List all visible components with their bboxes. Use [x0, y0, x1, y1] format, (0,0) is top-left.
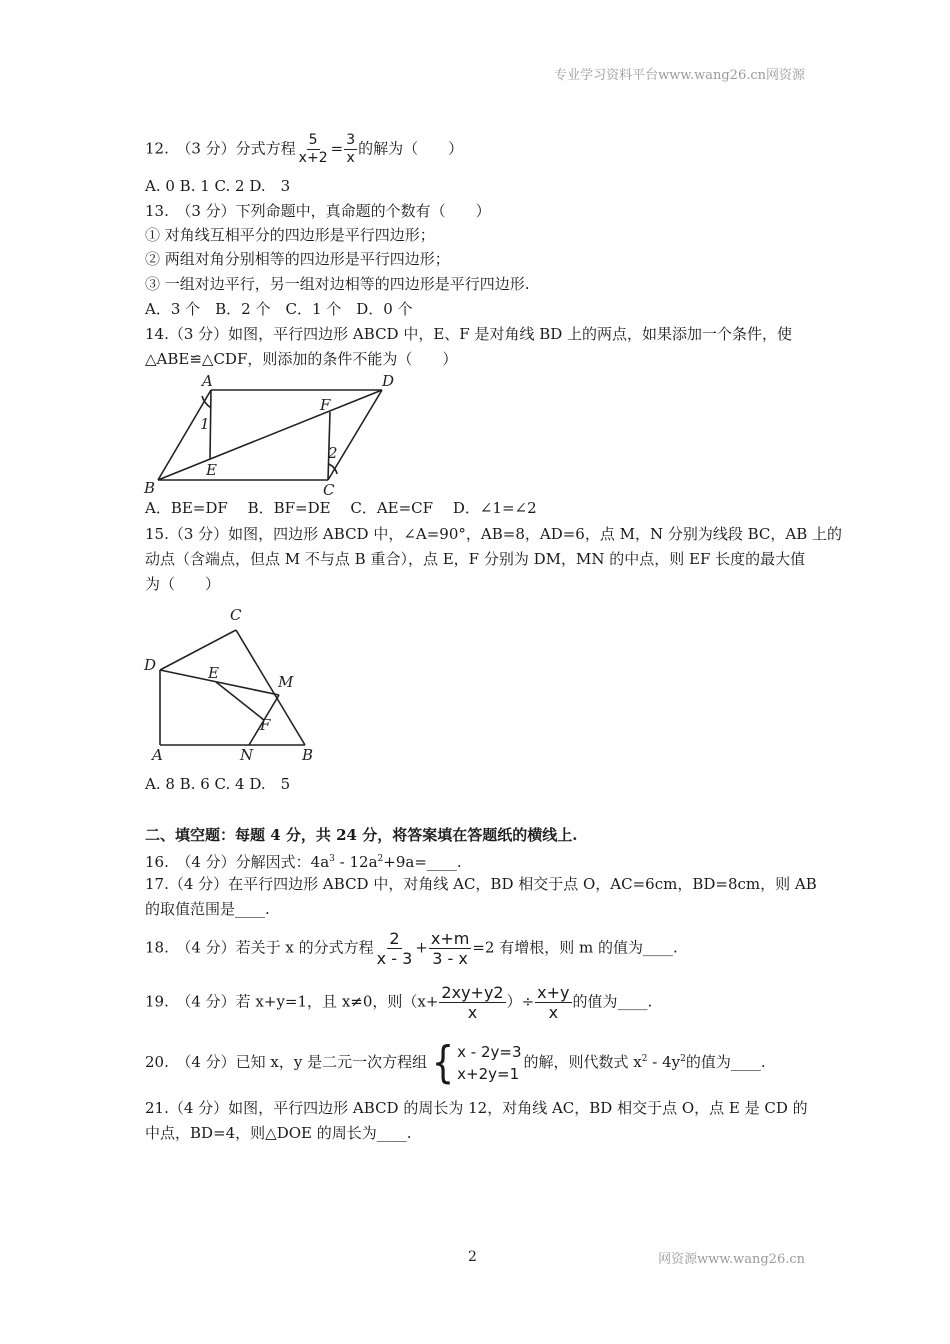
q16-suffix: +9a=____.: [383, 853, 462, 871]
q14-label-a: A: [202, 372, 213, 390]
q20-equation-1: x - 2y=3: [457, 1043, 522, 1061]
q16-middle: - 12a: [334, 853, 378, 871]
question-21-line-2: 中点，BD=4，则△DOE 的周长为____.: [145, 1124, 412, 1142]
q12-frac1-denominator: x+2: [298, 150, 328, 166]
q14-label-b: B: [144, 479, 156, 497]
q20-exponent-2: 2: [680, 1054, 686, 1064]
q15-label-a: A: [152, 746, 163, 764]
q18-frac1-numerator: 2: [389, 929, 400, 948]
q19-frac2-numerator: x+y: [537, 983, 570, 1002]
q19-prefix: 19. （4 分）若 x+y=1，且 x≠0，则（x+: [145, 992, 439, 1011]
question-21-line-1: 21.（4 分）如图，平行四边形 ABCD 的周长为 12，对角线 AC，BD 相交于点 O，点 E 是 CD 的: [145, 1099, 808, 1117]
q15-label-c: C: [230, 606, 242, 624]
question-15-stem-line-1: 15.（3 分）如图，四边形 ABCD 中，∠A=90°，AB=8，AD=6，点 M，N 分别为线段 BC，AB 上的: [145, 525, 843, 543]
q20-equation-system: [429, 1037, 522, 1088]
q19-frac2-denominator: x: [548, 1003, 559, 1022]
q14-label-e: E: [206, 461, 217, 479]
q12-fraction-2: [344, 132, 357, 167]
q18-suffix: =2 有增根，则 m 的值为____.: [472, 938, 678, 957]
q15-label-m: M: [278, 673, 294, 691]
q14-label-angle-1: 1: [200, 415, 210, 433]
q18-prefix: 18. （4 分）若关于 x 的分式方程: [145, 938, 374, 957]
q16-exponent-2: 2: [377, 854, 384, 864]
q19-suffix: 的值为____.: [572, 992, 653, 1011]
q15-label-b: B: [302, 746, 314, 764]
question-15-stem-line-3: 为（ ）: [145, 575, 221, 593]
q19-middle: ）÷: [506, 992, 535, 1011]
q18-frac2-numerator: x+m: [430, 929, 470, 948]
q15-segment-dm: [160, 670, 279, 695]
q16-prefix: 16. （4 分）分解因式：4a: [145, 853, 330, 871]
q14-diagonal-bd: [158, 390, 382, 480]
question-13-statement-2: ② 两组对角分别相等的四边形是平行四边形；: [145, 250, 450, 268]
q15-side-dc: [160, 630, 236, 670]
q19-frac1-numerator: 2xy+y2: [441, 983, 504, 1002]
q12-frac2-numerator: 3: [346, 132, 356, 148]
q15-label-e: E: [208, 664, 219, 682]
q12-frac1-numerator: 5: [308, 132, 318, 148]
q15-segment-ef: [216, 682, 264, 720]
q12-suffix: 的解为（ ）: [358, 139, 464, 158]
q14-side-ab: [158, 390, 211, 480]
q18-frac2-denominator: 3 - x: [432, 949, 468, 968]
question-14-stem-line-1: 14.（3 分）如图，平行四边形 ABCD 中，E、F 是对角线 BD 上的两点，如果添加一个条件，使: [145, 325, 793, 343]
q20-middle: 的解，则代数式 x: [523, 1053, 642, 1071]
q12-equals: =: [330, 139, 344, 158]
question-13-stem: 13. （3 分）下列命题中，真命题的个数有（ ）: [145, 202, 491, 220]
q15-quadrilateral-figure: [138, 600, 328, 768]
page-number: 2: [468, 1249, 477, 1265]
page-header: 专业学习资料平台www.wang26.cn网资源: [554, 68, 805, 83]
q14-side-dc: [328, 390, 382, 480]
q18-fraction-2: [429, 929, 471, 968]
q19-fraction-2: [535, 983, 571, 1022]
q15-label-n: N: [240, 746, 254, 764]
q20-prefix: 20. （4 分）已知 x，y 是二元一次方程组: [145, 1053, 428, 1071]
q12-frac2-denominator: x: [346, 150, 355, 166]
question-12-options: A. 0 B. 1 C. 2 D. 3: [145, 177, 291, 195]
question-15-stem-line-2: 动点（含端点，但点 M 不与点 B 重合），点 E，F 分别为 DM，MN 的中点，则 EF 长度的最大值: [145, 550, 806, 568]
q19-frac1-denominator: x: [467, 1003, 478, 1022]
q18-fraction-1: [375, 929, 415, 968]
q14-label-c: C: [323, 481, 335, 498]
q20-suffix: 的值为____.: [685, 1053, 766, 1071]
question-14-stem-line-2: △ABE≌△CDF，则添加的条件不能为（ ）: [145, 350, 458, 368]
question-17-line-1: 17.（4 分）在平行四边形 ABCD 中，对角线 AC，BD 相交于点 O，AC=6cm，BD=8cm，则 AB: [145, 875, 817, 893]
q16-exponent-1: 3: [329, 854, 335, 864]
question-12-stem: [145, 132, 463, 167]
question-14-options: A．BE=DF B．BF=DE C．AE=CF D．∠1=∠2: [145, 499, 537, 517]
q18-plus: +: [415, 938, 428, 957]
q20-brace: {: [431, 1037, 455, 1088]
q14-parallelogram-figure: [138, 370, 408, 498]
q20-exponent-1: 2: [641, 1054, 648, 1064]
question-17-line-2: 的取值范围是____.: [145, 900, 270, 918]
q12-prefix: 12. （3 分）分式方程: [145, 139, 296, 158]
q14-label-angle-2: 2: [328, 444, 338, 462]
question-13-options: A．3 个 B．2 个 C．1 个 D．0 个: [145, 300, 413, 318]
q20-middle-2: - 4y: [647, 1053, 681, 1071]
question-13-statement-3: ③ 一组对边平行，另一组对边相等的四边形是平行四边形.: [145, 275, 530, 293]
question-16: [145, 848, 462, 873]
section-2-title: 二、填空题：每题 4 分，共 24 分，将答案填在答题纸的横线上.: [145, 826, 578, 844]
question-20: [145, 1037, 766, 1088]
q20-equation-2: x+2y=1: [457, 1065, 520, 1083]
q18-frac1-denominator: x - 3: [376, 949, 413, 968]
q12-fraction-1: [297, 132, 330, 167]
question-19: [145, 983, 652, 1022]
q14-segment-ae: [210, 390, 211, 459]
page-footer: 网资源www.wang26.cn: [658, 1252, 805, 1267]
q14-label-f: F: [320, 396, 331, 414]
q14-label-d: D: [382, 372, 395, 390]
q15-label-f: F: [260, 716, 271, 734]
q19-fraction-1: [439, 983, 505, 1022]
question-18: [145, 929, 678, 968]
question-15-options: A. 8 B. 6 C. 4 D. 5: [145, 775, 291, 793]
q15-label-d: D: [144, 656, 157, 674]
question-13-statement-1: ① 对角线互相平分的四边形是平行四边形；: [145, 226, 435, 244]
